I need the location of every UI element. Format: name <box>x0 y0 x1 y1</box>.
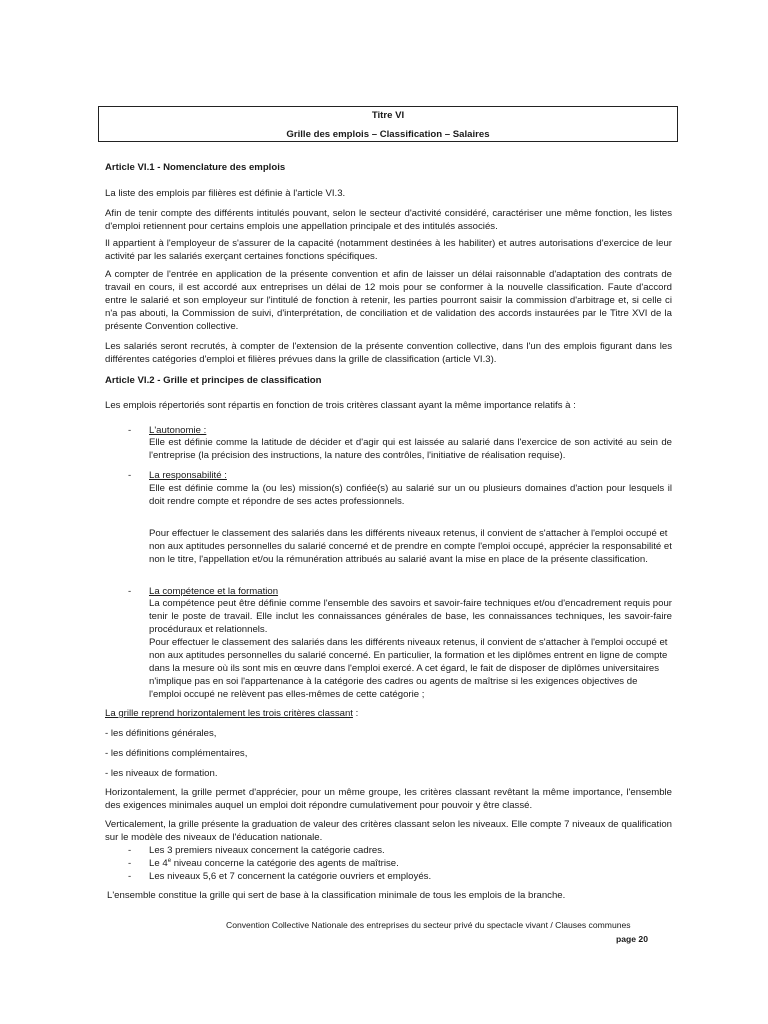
page-number: page 20 <box>615 934 648 944</box>
autonomie-label: L'autonomie : <box>149 425 207 436</box>
footer-text: Convention Collective Nationale des entreprises du secteur privé du spectacle vivant / Clauses communes <box>226 920 631 930</box>
competence-text: La compétence peut être définie comme l'ensemble des savoirs et savoir-faire techniques et/ou d'encadrement requis pour tenir le poste de travail. Elle inclut les connaissances générales de base, les connaissances techniques, les savoir-faire procéduraux et relationnels. <box>149 598 672 635</box>
bullet-dash: - <box>128 858 132 869</box>
classement-paragraph-1: Pour effectuer le classement des salariés dans les différents niveaux retenus, il convient de s'attacher à l'emploi occupé et non aux aptitudes personnelles du salarié concerné et de prendre en compte l'emploi occupé, apprécier la responsabilité et non le titre, l'appellation et/ou la rémunération attribués au salarié avant la mise en place de la présente classification. <box>149 528 672 565</box>
article-1-paragraph-4: A compter de l'entrée en application de la présente convention et afin de laisser un délai raisonnable d'adaptation des contrats de travail en cours, il est accordé aux entreprises un délai de 12 mois pour se conformer à la nouvelle classification. Faute d'accord entre le salarié et son employeur sur l'intitulé de fonction à retenir, les parties pourront saisir la commission d'arbitrage et, si celle ci n'a pas abouti, la Commission de suivi, d'interprétation, de conciliation et de validation des accords instaurées par le Titre XVI de la présente Convention collective. <box>105 269 672 332</box>
grille-label: La grille reprend horizontalement les trois critères classant <box>105 708 353 719</box>
niveau-item-2-b: niveau concerne la catégorie des agents de maîtrise. <box>171 858 399 869</box>
grille-item-3: - les niveaux de formation. <box>105 768 218 779</box>
title-box <box>98 106 678 142</box>
niveau-item-2 <box>149 857 399 870</box>
bullet-dash: - <box>128 425 132 436</box>
autonomie-text: Elle est définie comme la latitude de décider et d'agir qui est laissée au salarié dans l'exercice de son activité au sein de l'entreprise (la précision des instructions, la nature des contrôles, l'initiative de réalisation requise). <box>149 437 672 461</box>
bullet-dash: - <box>128 845 132 856</box>
article-1-paragraph-3: Il appartient à l'employeur de s'assurer de la capacité (notamment destinées à les habiliter) et autres autorisations d'exercice de leur activité par les salariés exerçant certaines fonctions spécifiques. <box>105 238 672 262</box>
classement-paragraph-2: Pour effectuer le classement des salariés dans les différents niveaux retenus, il convient de s'attacher à l'emploi occupé et non aux aptitudes personnelles du salarié concerné. En particulier, la formation et les diplômes entrent en ligne de compte dans la mesure où ils sont mis en œuvre dans l'emploi exercé. A cet égard, le fait de disposer de diplômes universitaires n'implique pas en soi l'appartenance à la catégorie des cadres ou agents de maîtrise si les exigences objectives de l'emploi occupé ne relèvent pas elles-mêmes de cette catégorie ; <box>149 637 668 700</box>
article-2-intro: Les emplois répertoriés sont répartis en fonction de trois critères classant ayant la même importance relatifs à : <box>105 400 576 411</box>
responsabilite-label: La responsabilité : <box>149 470 227 481</box>
bullet-dash: - <box>128 470 132 481</box>
horizontal-paragraph: Horizontalement, la grille permet d'apprécier, pour un même groupe, les critères classant revêtant la même importance, l'ensemble des exigences minimales auquel un emploi doit répondre cumulativement pour pouvoir y être classé. <box>105 787 672 811</box>
niveau-item-1: Les 3 premiers niveaux concernent la catégorie cadres. <box>149 845 385 856</box>
article-1-paragraph-2: Afin de tenir compte des différents intitulés pouvant, selon le secteur d'activité considéré, caractériser une même fonction, les listes d'emploi retiennent pour certains emplois une appellation principale et des intitulés associés. <box>105 208 672 232</box>
vertical-paragraph: Verticalement, la grille présente la graduation de valeur des critères classant selon les niveaux. Elle compte 7 niveaux de qualification sur le modèle des niveaux de l'éducation nationale. <box>105 819 672 843</box>
niveau-item-2-a: Le 4 <box>149 858 168 869</box>
article-1-paragraph-1: La liste des emplois par filières est définie à l'article VI.3. <box>105 188 346 199</box>
article-1-heading: Article VI.1 - Nomenclature des emplois <box>105 162 286 173</box>
grille-item-2: - les définitions complémentaires, <box>105 748 248 759</box>
title-line-2: Grille des emplois – Classification – Salaires <box>286 129 490 140</box>
responsabilite-text: Elle est définie comme la (ou les) mission(s) confiée(s) au salarié sur un ou plusieurs domaines d'action pour lesquels il doit rendre compte et répondre de ses actes professionnels. <box>149 483 672 507</box>
bullet-dash: - <box>128 586 132 597</box>
article-1-paragraph-5: Les salariés seront recrutés, à compter de l'extension de la présente convention collective, dans l'un des emplois figurant dans les différentes catégories d'emploi et filières prévues dans la grille de classification (article VI.3). <box>105 341 672 365</box>
grille-item-1: - les définitions générales, <box>105 728 217 739</box>
closing-paragraph: L'ensemble constitue la grille qui sert de base à la classification minimale de tous les emplois de la branche. <box>107 890 566 901</box>
title-line-1: Titre VI <box>371 110 405 121</box>
grille-intro <box>105 707 672 720</box>
article-2-heading: Article VI.2 - Grille et principes de classification <box>105 375 322 386</box>
bullet-dash: - <box>128 871 132 882</box>
competence-label: La compétence et la formation <box>149 586 279 597</box>
niveau-item-3: Les niveaux 5,6 et 7 concernent la catégorie ouvriers et employés. <box>149 871 432 882</box>
superscript: e <box>167 857 172 864</box>
grille-colon: : <box>352 708 359 719</box>
